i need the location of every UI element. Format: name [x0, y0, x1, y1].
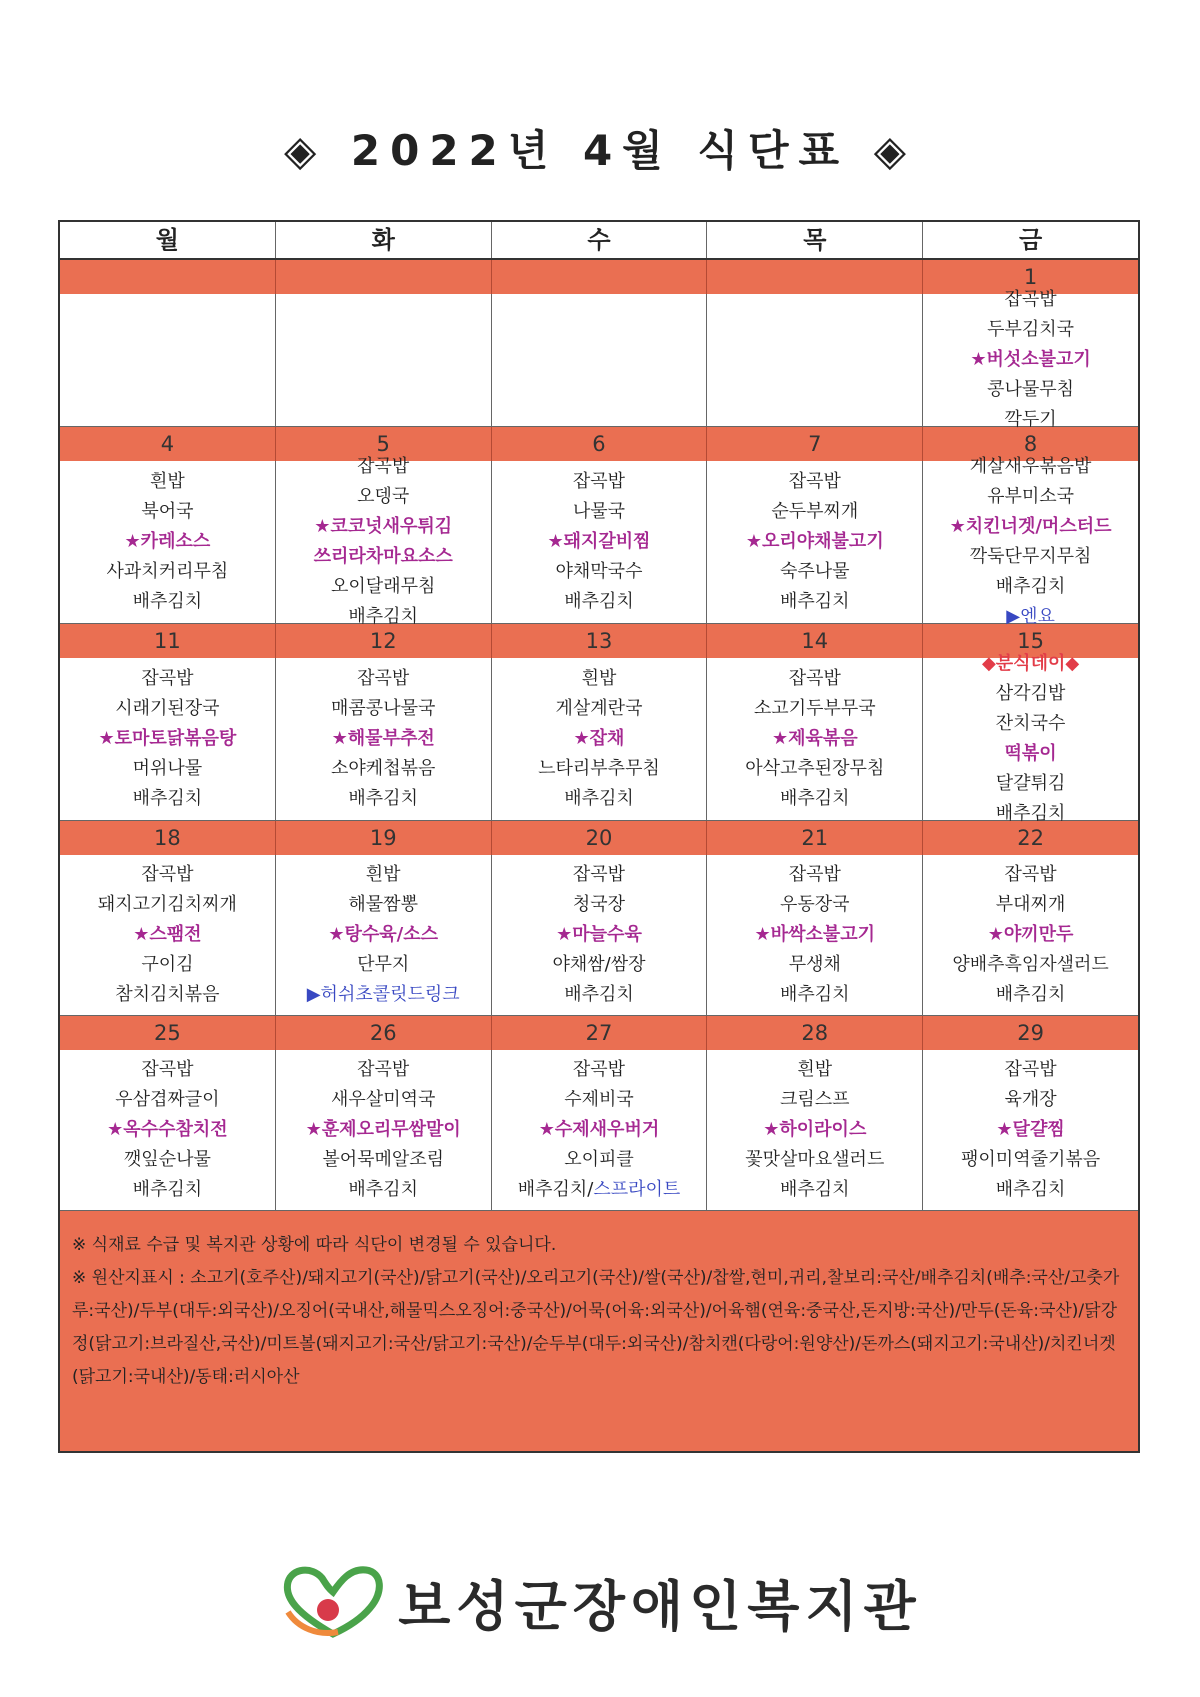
menu-item — [961, 1145, 1100, 1175]
date-row — [60, 624, 1138, 658]
menu-item-text: ▶허쉬초콜릿드링크 — [306, 984, 460, 1005]
menu-item-text: 잡곡밥 — [141, 1059, 194, 1080]
date-number — [707, 260, 923, 294]
weekday-header-cell: 수 — [492, 222, 708, 258]
menu-item-text: 잡곡밥 — [357, 1059, 410, 1080]
menu-item-text: 게살새우볶음밥 — [969, 456, 1092, 477]
menu-item — [771, 497, 858, 527]
menu-item-text: 깻잎순나물 — [123, 1149, 211, 1170]
menu-item — [538, 754, 660, 784]
menu-item — [789, 664, 841, 694]
menu-item-text: 단무지 — [357, 954, 410, 975]
menu-item-text: 배추김치 — [995, 576, 1066, 597]
menu-item-text: 배추김치 — [780, 591, 850, 612]
menu-item-text: 오뎅국 — [357, 486, 410, 507]
menu-item — [988, 920, 1074, 950]
date-number: 25 — [60, 1016, 276, 1050]
menu-item — [366, 860, 401, 890]
menu-item-text: 수제비국 — [564, 1089, 634, 1110]
menu-item-text: ★마늘수육 — [556, 924, 642, 945]
menu-item — [780, 890, 850, 920]
date-number: 5 — [276, 427, 492, 461]
menu-item — [125, 527, 211, 557]
date-number — [60, 260, 276, 294]
menu-item — [755, 920, 875, 950]
menu-item — [518, 1175, 681, 1205]
menu-item — [996, 769, 1066, 799]
day-menu-cell — [707, 1050, 923, 1210]
menu-item-text: 배추김치 — [780, 1179, 850, 1200]
weekday-header — [60, 222, 1138, 260]
notice-change: ※ 식재료 수급 및 복지관 상황에 따라 식단이 변경될 수 있습니다. — [72, 1235, 557, 1255]
menu-item — [573, 890, 625, 920]
menu-item-text: 무생채 — [788, 954, 841, 975]
weekday-header-cell: 월 — [60, 222, 276, 258]
menu-item-text: 잡곡밥 — [572, 864, 626, 885]
menu-item-text: 잡곡밥 — [141, 864, 194, 885]
menu-item-text: 해물짬뽕 — [348, 894, 418, 915]
date-number: 8 — [1023, 432, 1038, 456]
date-number: 29 — [1017, 1021, 1044, 1045]
menu-item-text: 삼각김밥 — [995, 683, 1066, 704]
menu-item-text: 사과치커리무침 — [106, 561, 229, 582]
menu-item-text: ★토마토닭볶음탕 — [98, 728, 237, 749]
menu-item — [780, 557, 850, 587]
date-number: 13 — [492, 624, 708, 658]
weekday-header-cell: 금 — [1018, 226, 1043, 254]
day-menu-cell — [492, 461, 708, 623]
day-menu-cell — [923, 653, 1138, 824]
day-menu-cell — [60, 461, 276, 623]
menu-item-text: 떡볶이 — [1004, 743, 1057, 764]
menu-item — [328, 920, 438, 950]
menu-item-text: 잡곡밥 — [572, 1059, 626, 1080]
menu-item — [133, 1175, 203, 1205]
menu-item-text: 양배추흑임자샐러드 — [952, 954, 1109, 975]
menu-item-text: 잡곡밥 — [1004, 289, 1057, 310]
menu-item-text: 육개장 — [1004, 1089, 1057, 1110]
menu-item — [348, 890, 418, 920]
menu-item-text: 게살계란국 — [555, 698, 643, 719]
day-menu-cell — [923, 1050, 1138, 1210]
menu-item — [314, 512, 452, 542]
day-menu-cell — [60, 294, 276, 426]
week-row — [60, 1016, 1138, 1211]
menu-item — [996, 890, 1066, 920]
menu-item — [141, 860, 193, 890]
date-number: 27 — [492, 1016, 708, 1050]
day-menu-cell — [492, 855, 708, 1015]
menu-item — [789, 950, 841, 980]
menu-item — [745, 1145, 884, 1175]
menu-item — [996, 709, 1066, 739]
menu-item — [780, 1085, 850, 1115]
menu-row — [60, 855, 1138, 1015]
day-menu-cell — [492, 294, 708, 426]
menu-item — [970, 345, 1090, 375]
date-number: 22 — [1017, 826, 1044, 850]
menu-item-text: 돼지고기김치찌개 — [97, 894, 237, 915]
menu-item — [564, 980, 634, 1010]
menu-item-text: 잔치국수 — [995, 713, 1066, 734]
menu-item-text: 소야케첩볶음 — [331, 758, 436, 779]
menu-item — [564, 587, 634, 617]
menu-item-text: 야채막국수 — [555, 561, 643, 582]
menu-item — [115, 694, 219, 724]
date-number: 4 — [60, 427, 276, 461]
menu-row — [60, 289, 1138, 430]
menu-item — [307, 980, 460, 1010]
menu-item — [306, 1115, 461, 1145]
menu-item-text: ★오리야채불고기 — [745, 531, 884, 552]
menu-item-text: 유부미소국 — [987, 486, 1075, 507]
menu-item — [150, 467, 185, 497]
menu-item — [1005, 285, 1057, 315]
heart-logo-icon — [278, 1562, 388, 1642]
menu-item-text: 볼어묵메알조림 — [322, 1149, 445, 1170]
menu-item-text: 잡곡밥 — [788, 864, 841, 885]
menu-item — [573, 1055, 625, 1085]
menu-item-text: ★치킨너겟/머스터드 — [949, 516, 1112, 537]
menu-item — [987, 482, 1074, 512]
menu-item-text: 두부김치국 — [987, 319, 1075, 340]
menu-item — [141, 950, 193, 980]
menu-item — [996, 1175, 1066, 1205]
menu-row — [60, 1050, 1138, 1210]
menu-item-text: 잡곡밥 — [788, 668, 841, 689]
notice-origin: ※ 원산지표시 : 소고기(호주산)/돼지고기(국산)/닭고기(국산)/오리고기(국산)/쌀(국산)/찹쌀,현미,귀리,찰보리:국산/배추김치(배추:국산/고춧가루:국산)/두부(대두:외국산)/오징어(국내산,해물믹스오징어:중국산)/어묵(어육:외국산)/어육햄(연육:중국산,돈지방:국산)/만두(돈육:국산)/닭강정(닭고기:브라질산,국산)/미트볼(돼지고기:국산/닭고기:국산)/순두부(대두:외국산)/참치캔(다랑어:원양산)/돈까스(돼지고기:국내산)/치킨너겟(닭고기:국내산)/동태:러시아산 — [72, 1268, 1120, 1387]
date-row — [60, 821, 1138, 855]
menu-item — [780, 980, 850, 1010]
menu-item — [547, 527, 650, 557]
menu-item — [314, 542, 453, 572]
day-menu-cell — [707, 658, 923, 820]
menu-item — [952, 950, 1109, 980]
menu-item — [331, 1085, 435, 1115]
menu-item-text: 크림스프 — [780, 1089, 850, 1110]
weeks-container — [60, 260, 1138, 1211]
date-number: 21 — [707, 821, 923, 855]
menu-item-text: 팽이미역줄기볶음 — [961, 1149, 1101, 1170]
menu-row — [60, 653, 1138, 824]
menu-item-text: ★옥수수참치전 — [107, 1119, 228, 1140]
menu-item — [556, 694, 643, 724]
date-number: 20 — [492, 821, 708, 855]
menu-item-text: 잡곡밥 — [788, 471, 841, 492]
menu-item-text: 잡곡밥 — [572, 471, 626, 492]
menu-item — [552, 950, 645, 980]
footer — [0, 1552, 1200, 1652]
day-menu-cell — [707, 294, 923, 426]
date-row — [60, 1016, 1138, 1050]
menu-item — [133, 587, 203, 617]
weekday-header-cell: 화 — [276, 222, 492, 258]
menu-item — [357, 950, 409, 980]
menu-item — [772, 724, 858, 754]
menu-item — [996, 572, 1066, 602]
menu-item-text: ★제육볶음 — [771, 728, 858, 749]
menu-item-text: 배추김치 — [132, 788, 203, 809]
menu-item — [331, 754, 435, 784]
day-menu-cell — [707, 855, 923, 1015]
menu-item — [322, 1145, 444, 1175]
menu-item — [970, 542, 1092, 572]
menu-item — [745, 754, 884, 784]
menu-item — [539, 1115, 659, 1145]
menu-item — [797, 1055, 832, 1085]
menu-item — [556, 557, 643, 587]
date-number: 7 — [707, 427, 923, 461]
day-menu-cell — [923, 456, 1138, 627]
menu-item — [982, 649, 1079, 679]
menu-item-text: 숙주나물 — [780, 561, 850, 582]
menu-item-text: 구이김 — [141, 954, 194, 975]
day-menu-cell — [276, 855, 492, 1015]
menu-item — [348, 1175, 418, 1205]
menu-item-text: ★바싹소불고기 — [754, 924, 876, 945]
menu-item-text: 잡곡밥 — [357, 456, 410, 477]
menu-item-text: ★잡채 — [573, 728, 625, 749]
menu-item-text: 배추김치 — [348, 1179, 418, 1200]
menu-item-text: ★돼지갈비찜 — [547, 531, 651, 552]
date-number: 6 — [492, 427, 708, 461]
day-menu-cell — [707, 461, 923, 623]
menu-item — [573, 497, 625, 527]
menu-item — [780, 1175, 850, 1205]
menu-item-text: 야채쌈/쌈장 — [552, 954, 646, 975]
menu-item-text: ★버섯소불고기 — [970, 349, 1091, 370]
menu-item — [141, 664, 193, 694]
menu-item — [357, 482, 409, 512]
menu-item — [98, 890, 237, 920]
menu-item-text: 배추김치 — [995, 984, 1066, 1005]
menu-item-text: ★해물부추전 — [331, 728, 435, 749]
menu-item-text: ▶엔요 — [1006, 606, 1055, 627]
menu-item-text: 부대찌개 — [995, 894, 1066, 915]
menu-item — [780, 587, 850, 617]
menu-item — [970, 452, 1092, 482]
menu-item-text: 매콤콩나물국 — [331, 698, 436, 719]
menu-item — [564, 1145, 634, 1175]
menu-item — [789, 467, 841, 497]
day-menu-cell — [60, 1050, 276, 1210]
menu-item-drink-text: 스프라이트 — [593, 1179, 681, 1200]
menu-item-text: 아삭고추된장무침 — [745, 758, 885, 779]
menu-item-text: 잡곡밥 — [141, 668, 194, 689]
date-number — [492, 260, 708, 294]
menu-item-text: 배추김치 — [564, 788, 634, 809]
menu-item — [789, 860, 841, 890]
menu-item — [574, 724, 625, 754]
menu-item-text: 배추김치 — [780, 984, 850, 1005]
day-menu-cell — [923, 855, 1138, 1015]
menu-item-text: ★코코넛새우튀김 — [314, 516, 453, 537]
organization-name: 보성군장애인복지관 — [398, 1574, 922, 1638]
day-menu-cell — [492, 658, 708, 820]
menu-item-text: 배추김치 — [995, 803, 1066, 824]
menu-item-text: 배추김치 — [564, 591, 634, 612]
menu-item — [1005, 860, 1057, 890]
day-menu-cell — [276, 294, 492, 426]
menu-item — [331, 572, 435, 602]
week-row — [60, 260, 1138, 430]
week-row — [60, 427, 1138, 627]
menu-item-text: 잡곡밥 — [1004, 1059, 1057, 1080]
menu-item — [987, 315, 1074, 345]
menu-item-text: ★수제새우버거 — [538, 1119, 660, 1140]
date-number — [276, 260, 492, 294]
day-menu-cell — [492, 1050, 708, 1210]
menu-item-text: 청국장 — [572, 894, 626, 915]
menu-item — [987, 375, 1074, 405]
menu-item-text: 콩나물무침 — [987, 379, 1075, 400]
date-number: 28 — [707, 1016, 923, 1050]
menu-row — [60, 456, 1138, 627]
menu-item — [141, 497, 193, 527]
menu-item — [133, 920, 201, 950]
menu-item-text: ★야끼만두 — [987, 924, 1074, 945]
menu-item-text: 흰밥 — [150, 471, 185, 492]
menu-item-text: ★카레소스 — [124, 531, 211, 552]
menu-item — [107, 557, 229, 587]
menu-item-text: 배추김치 — [132, 1179, 203, 1200]
menu-item-text: 배추김치 — [348, 606, 418, 627]
menu-item-text: 오이달래무침 — [331, 576, 436, 597]
menu-item-text: 오이피클 — [564, 1149, 634, 1170]
menu-item-text: 쓰리라차마요소스 — [313, 546, 453, 567]
menu-item-text: ★탕수육/소스 — [328, 924, 439, 945]
menu-item-text: ★달걀찜 — [996, 1119, 1065, 1140]
menu-item — [98, 724, 236, 754]
menu-item — [141, 1055, 193, 1085]
menu-item-text: 북어국 — [141, 501, 194, 522]
day-menu-cell — [276, 1050, 492, 1210]
menu-item — [348, 784, 418, 814]
menu-item — [573, 467, 625, 497]
menu-item-text: ★스팸전 — [133, 924, 202, 945]
menu-item — [564, 784, 634, 814]
menu-item — [996, 679, 1066, 709]
menu-item-text: 배추김치 — [348, 788, 418, 809]
menu-item-text: 나물국 — [572, 501, 626, 522]
date-number: 11 — [60, 624, 276, 658]
menu-item-text: 꽃맛살마요샐러드 — [745, 1149, 885, 1170]
menu-item — [1005, 1085, 1057, 1115]
menu-item-text: 순두부찌개 — [771, 501, 859, 522]
menu-item — [1005, 739, 1057, 769]
menu-item — [573, 860, 625, 890]
menu-item-text: 흰밥 — [581, 668, 617, 689]
menu-item-text: ★훈제오리무쌈말이 — [305, 1119, 461, 1140]
weekday-header-cell: 목 — [707, 222, 923, 258]
menu-item-text: 시래기된장국 — [115, 698, 220, 719]
menu-item-text: 배추김치 — [995, 1179, 1066, 1200]
menu-item-text: 잡곡밥 — [1004, 864, 1057, 885]
menu-item — [115, 1085, 219, 1115]
menu-item — [746, 527, 884, 557]
date-number: 12 — [276, 624, 492, 658]
menu-item-text: 흰밥 — [797, 1059, 833, 1080]
page-title: ◈ 2022년 4월 식단표 ◈ — [283, 126, 917, 175]
menu-item — [107, 1115, 227, 1145]
week-row — [60, 624, 1138, 824]
menu-item-text: 잡곡밥 — [357, 668, 410, 689]
menu-calendar — [58, 220, 1140, 1453]
menu-item — [996, 980, 1066, 1010]
menu-item — [357, 1055, 409, 1085]
week-row — [60, 821, 1138, 1016]
menu-item-text: 우삼겹짜글이 — [115, 1089, 220, 1110]
menu-item-text: 머위나물 — [132, 758, 203, 779]
menu-item — [357, 664, 409, 694]
date-number: 14 — [707, 624, 923, 658]
date-number: 15 — [1017, 629, 1044, 653]
menu-item — [780, 784, 850, 814]
menu-item — [556, 920, 642, 950]
day-menu-cell — [60, 658, 276, 820]
day-menu-cell — [276, 456, 492, 627]
menu-item-text: ◆분식데이◆ — [981, 653, 1080, 674]
menu-item-text: 새우살미역국 — [331, 1089, 436, 1110]
day-menu-cell — [60, 855, 276, 1015]
menu-item-text: 깍둑단무지무침 — [969, 546, 1092, 567]
menu-item — [357, 452, 409, 482]
menu-item-text: ★하이라이스 — [763, 1119, 867, 1140]
menu-item — [564, 1085, 634, 1115]
notice-box — [60, 1211, 1138, 1451]
menu-item — [332, 724, 435, 754]
menu-item-text: 소고기두부무국 — [753, 698, 876, 719]
menu-item — [1005, 1055, 1057, 1085]
date-number: 19 — [276, 821, 492, 855]
menu-item-text: 배추김치/ — [517, 1179, 594, 1200]
date-number: 18 — [60, 821, 276, 855]
menu-item — [115, 980, 219, 1010]
menu-item-text: 참치김치볶음 — [115, 984, 220, 1005]
menu-item — [133, 754, 203, 784]
menu-item-text: 깍두기 — [1004, 409, 1057, 430]
date-number: 26 — [276, 1016, 492, 1050]
menu-item-text: 배추김치 — [780, 788, 850, 809]
menu-item-text: 흰밥 — [365, 864, 401, 885]
menu-item — [582, 664, 617, 694]
menu-item — [124, 1145, 211, 1175]
menu-item-text: 우동장국 — [780, 894, 850, 915]
menu-item — [763, 1115, 866, 1145]
day-menu-cell — [923, 289, 1138, 430]
menu-item-text: 배추김치 — [564, 984, 634, 1005]
date-row — [60, 260, 1138, 294]
date-number: 1 — [1023, 265, 1038, 289]
menu-item-text: 느타리부추무침 — [538, 758, 660, 779]
day-menu-cell — [276, 658, 492, 820]
menu-item — [754, 694, 876, 724]
menu-item — [950, 512, 1112, 542]
menu-item-text: 달걀튀김 — [995, 773, 1066, 794]
menu-item — [996, 1115, 1064, 1145]
menu-item — [331, 694, 435, 724]
menu-item-text: 배추김치 — [132, 591, 203, 612]
menu-item — [133, 784, 203, 814]
